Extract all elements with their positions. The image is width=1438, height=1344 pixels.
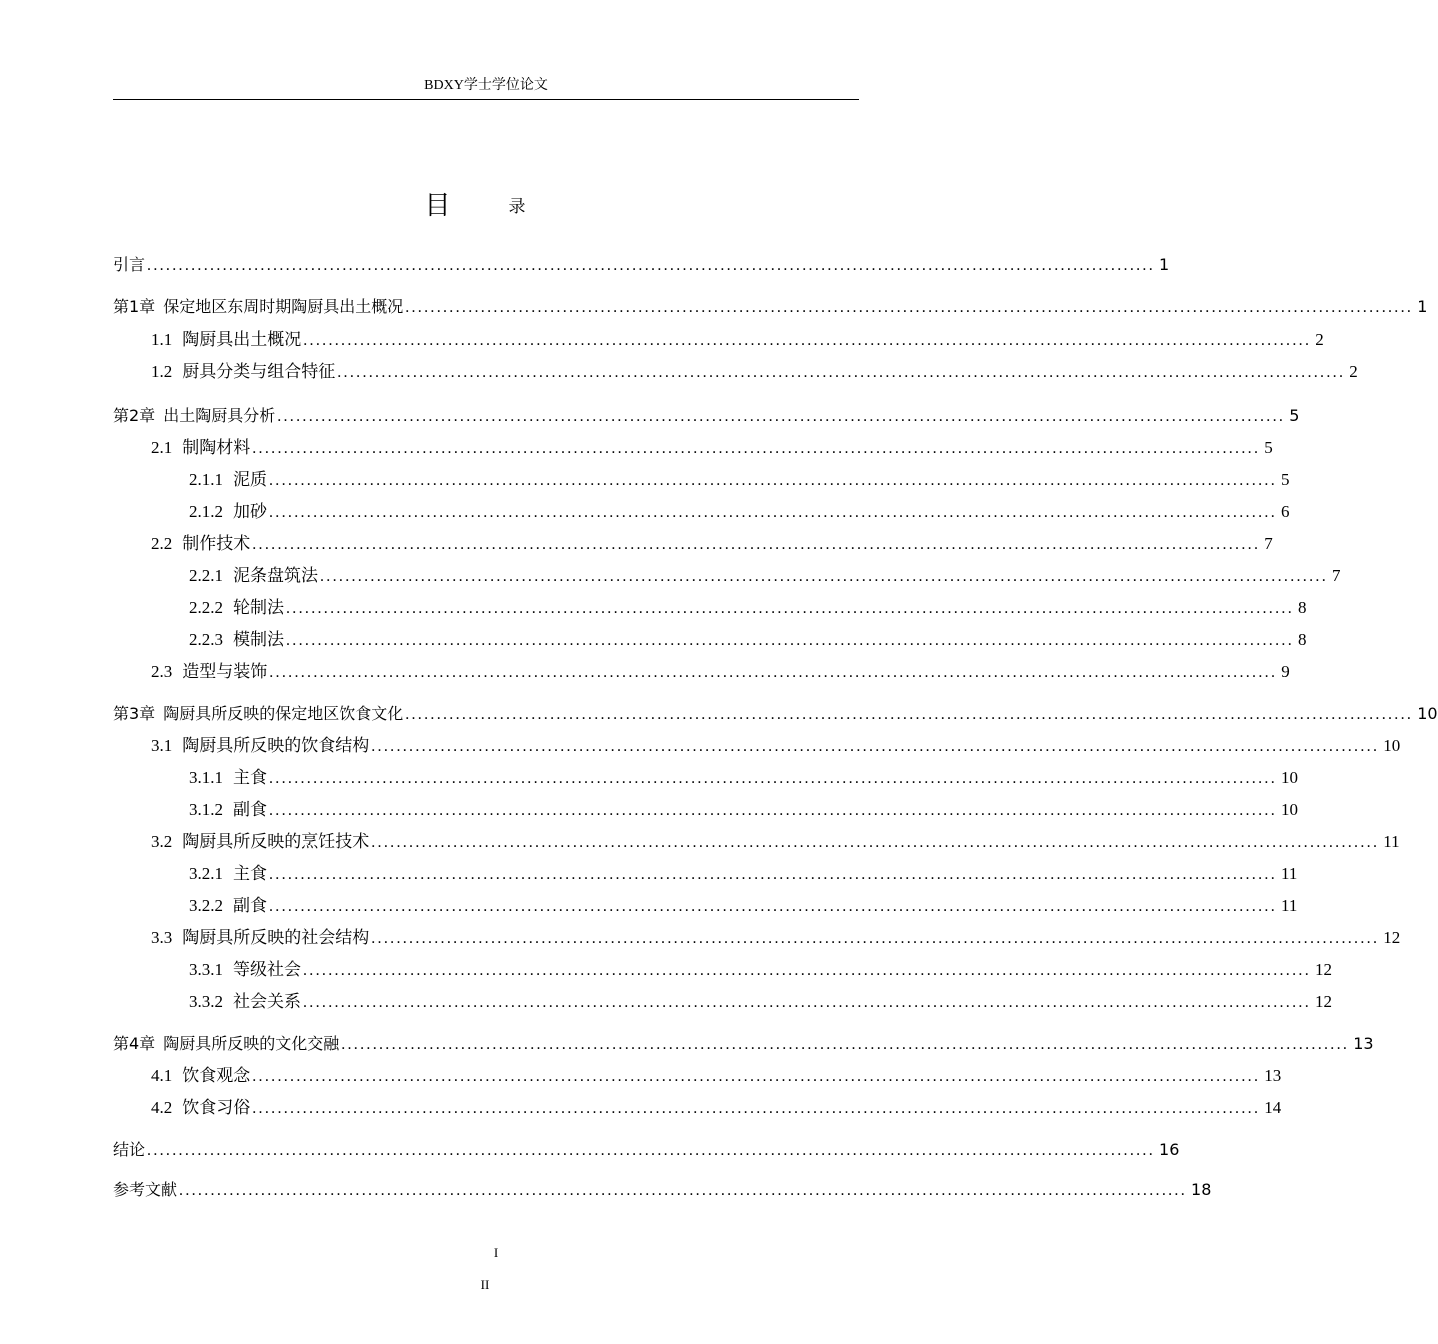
toc-entry-page: 7	[1332, 566, 1341, 585]
toc-entry-number: 2.1	[151, 438, 173, 457]
toc-entry-number: 2.1.1	[189, 470, 223, 489]
toc-entry-title: 制作技术	[182, 534, 251, 553]
toc-entry-page: 11	[1281, 864, 1298, 883]
toc-entry-title: 模制法	[233, 630, 284, 649]
toc-dot-leader: ................................................................................................................................................................	[252, 1100, 1261, 1117]
toc-entry-number: 4.2	[151, 1098, 173, 1117]
toc-entry-page: 7	[1264, 534, 1273, 553]
toc-dot-leader: ................................................................................................................................................................	[341, 1036, 1350, 1053]
toc-title-char-1: 目	[424, 191, 451, 221]
toc-entry-page: 1	[1159, 255, 1170, 274]
toc-dot-leader: ................................................................................................................................................................	[269, 664, 1278, 681]
toc-entry[interactable]	[113, 532, 1273, 556]
toc-entry[interactable]	[113, 798, 1298, 822]
toc-dot-leader: ................................................................................................................................................................	[405, 706, 1414, 723]
toc-entry[interactable]	[113, 404, 1300, 428]
toc-entry[interactable]	[113, 328, 1324, 352]
toc-entry[interactable]	[113, 1178, 1212, 1202]
toc-entry[interactable]	[113, 295, 1428, 319]
toc-entry-number: 3.3.1	[189, 960, 223, 979]
toc-dot-leader: ................................................................................................................................................................	[269, 898, 1277, 915]
toc-dot-leader: ................................................................................................................................................................	[405, 299, 1414, 316]
toc-entry[interactable]	[113, 1064, 1282, 1088]
toc-entry-title: 陶厨具所反映的社会结构	[182, 928, 370, 947]
toc-entry-title: 饮食习俗	[182, 1098, 251, 1117]
toc-entry-page: 6	[1281, 502, 1290, 521]
toc-dot-leader: ................................................................................................................................................................	[320, 568, 1328, 585]
toc-entry-number: 3.2	[151, 832, 173, 851]
toc-entry-title: 泥质	[233, 470, 267, 489]
toc-entry[interactable]	[113, 1096, 1282, 1120]
toc-entry-title: 陶厨具所反映的烹饪技术	[182, 832, 370, 851]
toc-entry[interactable]	[113, 360, 1358, 384]
toc-entry-page: 11	[1383, 832, 1400, 851]
header-rule	[113, 99, 859, 100]
toc-entry[interactable]	[113, 990, 1332, 1014]
toc-dot-leader: ................................................................................................................................................................	[269, 504, 1277, 521]
toc-dot-leader: ................................................................................................................................................................	[252, 536, 1261, 553]
toc-entry[interactable]	[113, 660, 1290, 684]
toc-entry-number: 2.2.1	[189, 566, 223, 585]
toc-entry-page: 1	[1417, 297, 1428, 316]
toc-entry-title: 陶厨具出土概况	[182, 330, 302, 349]
toc-entry[interactable]	[113, 830, 1400, 854]
toc-entry-number: 3.1.1	[189, 768, 223, 787]
toc-dot-leader: ................................................................................................................................................................	[269, 472, 1277, 489]
toc-entry-number: 2.2.3	[189, 630, 223, 649]
toc-entry-page: 13	[1353, 1034, 1374, 1053]
toc-entry-page: 11	[1281, 896, 1298, 915]
toc-dot-leader: ................................................................................................................................................................	[286, 600, 1294, 617]
toc-entry-number: 1.1	[151, 330, 173, 349]
toc-entry-page: 10	[1417, 704, 1438, 723]
toc-entry[interactable]	[113, 958, 1332, 982]
toc-entry-title: 制陶材料	[182, 438, 251, 457]
toc-entry-page: 9	[1281, 662, 1290, 681]
toc-entry-title: 等级社会	[233, 960, 301, 979]
toc-dot-leader: ................................................................................................................................................................	[147, 257, 1156, 274]
toc-entry-page: 16	[1159, 1140, 1180, 1159]
toc-entry-title: 主食	[233, 768, 267, 787]
toc-title	[0, 188, 950, 227]
toc-entry[interactable]	[113, 702, 1438, 726]
toc-dot-leader: ................................................................................................................................................................	[303, 332, 1312, 349]
toc-dot-leader: ................................................................................................................................................................	[371, 930, 1380, 947]
toc-entry-title: 陶厨具所反映的保定地区饮食文化	[163, 704, 404, 723]
toc-entry-page: 8	[1298, 630, 1307, 649]
toc-entry-title: 引言	[113, 255, 146, 274]
toc-entry[interactable]	[113, 436, 1273, 460]
footer-page-number: I	[493, 1245, 499, 1260]
toc-entry[interactable]	[113, 468, 1290, 492]
toc-entry-number: 第3章	[113, 704, 156, 723]
toc-entry[interactable]	[113, 862, 1298, 886]
toc-dot-leader: ................................................................................................................................................................	[252, 440, 1261, 457]
toc-entry[interactable]	[113, 766, 1298, 790]
toc-entry[interactable]	[113, 1138, 1180, 1162]
toc-entry-title: 副食	[233, 800, 267, 819]
toc-entry-page: 12	[1315, 992, 1332, 1011]
toc-dot-leader: ................................................................................................................................................................	[277, 408, 1286, 425]
toc-entry-page: 10	[1383, 736, 1401, 755]
toc-entry-number: 3.1.2	[189, 800, 223, 819]
toc-dot-leader: ................................................................................................................................................................	[286, 632, 1294, 649]
toc-entry-number: 3.2.2	[189, 896, 223, 915]
toc-entry-page: 2	[1349, 362, 1358, 381]
toc-entry-title: 泥条盘筑法	[233, 566, 318, 585]
toc-entry-page: 13	[1264, 1066, 1282, 1085]
toc-entry-number: 3.3	[151, 928, 173, 947]
toc-entry-title: 加砂	[233, 502, 267, 521]
toc-entry[interactable]	[113, 734, 1401, 758]
toc-entry-number: 3.1	[151, 736, 173, 755]
footer-page-number-2: II	[480, 1277, 490, 1292]
page-header-title: BDXY学士学位论文	[424, 78, 548, 93]
toc-entry-page: 10	[1281, 768, 1298, 787]
toc-entry-title: 厨具分类与组合特征	[182, 362, 336, 381]
toc-entry-title: 出土陶厨具分析	[163, 406, 276, 425]
toc-entry-title: 社会关系	[233, 992, 301, 1011]
toc-dot-leader: ................................................................................................................................................................	[179, 1182, 1188, 1199]
toc-entry-number: 4.1	[151, 1066, 173, 1085]
toc-dot-leader: ................................................................................................................................................................	[269, 770, 1277, 787]
toc-entry-number: 2.2	[151, 534, 173, 553]
toc-entry-page: 12	[1383, 928, 1401, 947]
toc-entry-title: 副食	[233, 896, 267, 915]
toc-entry-number: 第2章	[113, 406, 156, 425]
toc-entry-page: 5	[1281, 470, 1290, 489]
toc-dot-leader: ................................................................................................................................................................	[337, 364, 1346, 381]
toc-entry-page: 8	[1298, 598, 1307, 617]
toc-entry[interactable]	[113, 926, 1401, 950]
toc-entry-title: 轮制法	[233, 598, 284, 617]
toc-entry-number: 第1章	[113, 297, 156, 316]
toc-entry-title: 陶厨具所反映的饮食结构	[182, 736, 370, 755]
toc-entry[interactable]	[113, 564, 1341, 588]
toc-entry[interactable]	[113, 596, 1307, 620]
toc-entry-page: 5	[1289, 406, 1300, 425]
toc-entry-number: 2.1.2	[189, 502, 223, 521]
toc-entry-page: 10	[1281, 800, 1298, 819]
toc-entry-page: 2	[1315, 330, 1324, 349]
toc-entry-title: 参考文献	[113, 1180, 178, 1199]
toc-entry-title: 结论	[113, 1140, 146, 1159]
toc-entry-number: 3.2.1	[189, 864, 223, 883]
toc-dot-leader: ................................................................................................................................................................	[371, 834, 1380, 851]
toc-entry[interactable]	[113, 894, 1298, 918]
toc-title-char-2: 录	[508, 197, 526, 217]
toc-entry-page: 18	[1191, 1180, 1212, 1199]
toc-entry-number: 2.3	[151, 662, 173, 681]
toc-entry-number: 第4章	[113, 1034, 156, 1053]
toc-dot-leader: ................................................................................................................................................................	[252, 1068, 1261, 1085]
toc-entry-number: 3.3.2	[189, 992, 223, 1011]
toc-entry-title: 造型与装饰	[182, 662, 268, 681]
toc-dot-leader: ................................................................................................................................................................	[303, 994, 1311, 1011]
toc-dot-leader: ................................................................................................................................................................	[147, 1142, 1156, 1159]
toc-dot-leader: ................................................................................................................................................................	[303, 962, 1311, 979]
toc-entry-number: 2.2.2	[189, 598, 223, 617]
toc-entry[interactable]	[113, 500, 1290, 524]
toc-dot-leader: ................................................................................................................................................................	[269, 802, 1277, 819]
toc-entry-number: 1.2	[151, 362, 173, 381]
toc-entry-page: 5	[1264, 438, 1273, 457]
toc-entry-title: 饮食观念	[182, 1066, 251, 1085]
toc-entry[interactable]	[113, 1032, 1374, 1056]
toc-entry[interactable]	[113, 253, 1170, 277]
toc-entry-title: 保定地区东周时期陶厨具出土概况	[163, 297, 404, 316]
toc-entry-page: 12	[1315, 960, 1332, 979]
toc-entry-title: 主食	[233, 864, 267, 883]
toc-dot-leader: ................................................................................................................................................................	[269, 866, 1277, 883]
toc-entry-page: 14	[1264, 1098, 1282, 1117]
toc-entry-title: 陶厨具所反映的文化交融	[163, 1034, 340, 1053]
toc-entry[interactable]	[113, 628, 1307, 652]
toc-dot-leader: ................................................................................................................................................................	[371, 738, 1380, 755]
